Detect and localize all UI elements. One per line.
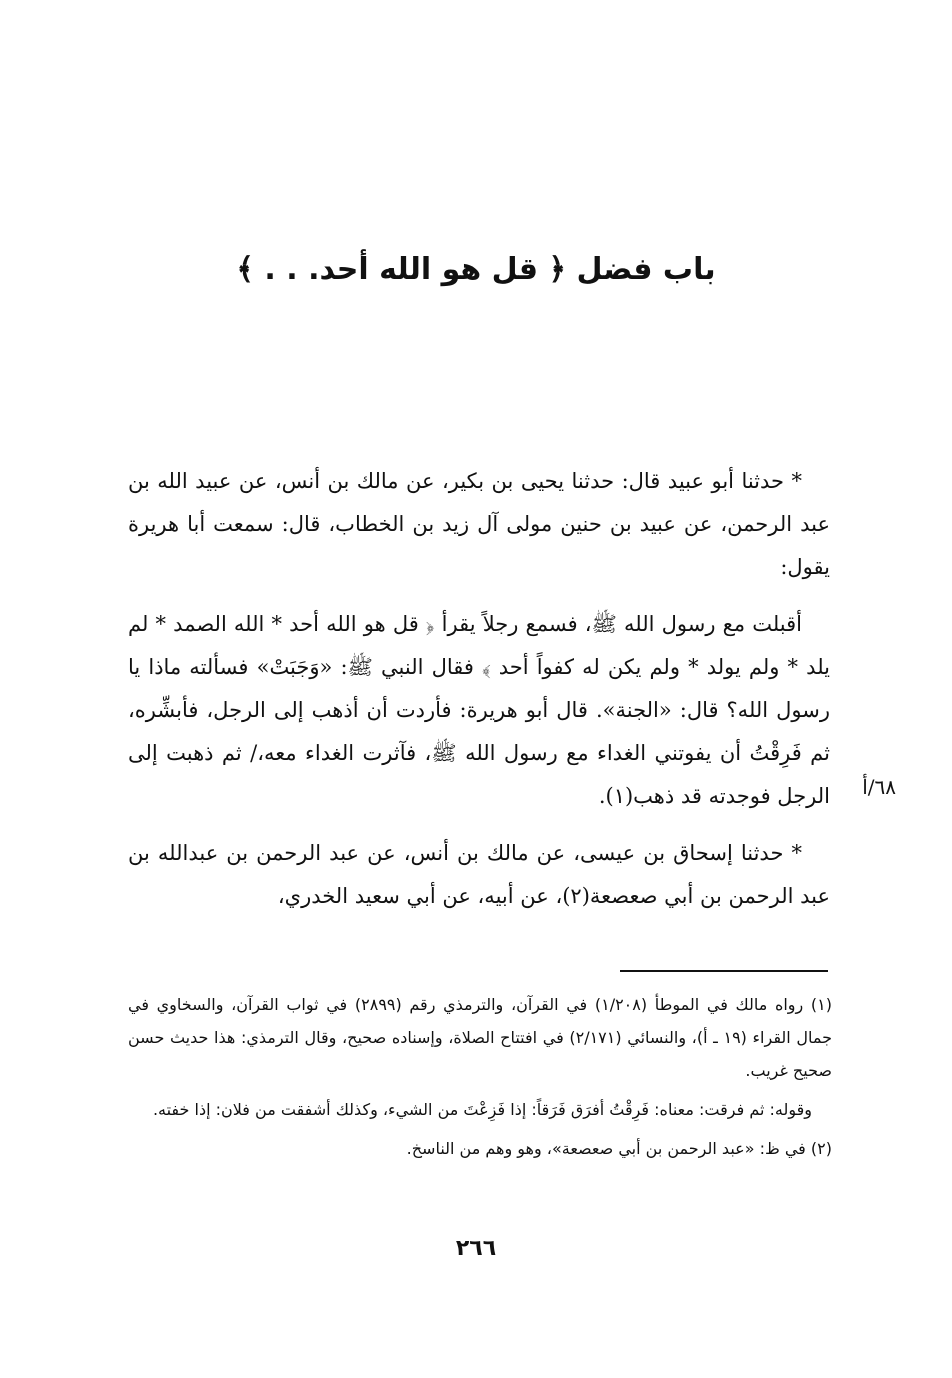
paragraph-isnad-1: * حدثنا أبو عبيد قال: حدثنا يحيى بن بكير، عن مالك بن أنس، عن عبيد الله بن عبد الرحمن، عن عبيد بن حنين مولى آل زيد بن الخطاب، قال: سمعت أبا هريرة يقول:	[128, 469, 830, 579]
footnote-2: (٢) في ظ: «عبد الرحمن بن أبي صعصعة»، وهو وهم من الناسخ.	[406, 1139, 832, 1158]
page-number: ٢٦٦	[455, 1236, 497, 1261]
paragraph-hadith-text: أقبلت مع رسول الله ﷺ، فسمع رجلاً يقرأ ﴿ قل هو الله أحد * الله الصمد * لم يلد * ولم يولد * ولم يكن له كفواً أحد ﴾ فقال النبي ﷺ: «وَجَبَتْ» فسألته ماذا يا رسول الله؟ قال: «الجنة». قال أبو هريرة: فأردت أن أذهب إلى الرجل، فأبشِّره، ثم فَرِقْتُ أن يفوتني الغداء مع رسول الله ﷺ، فآثرت الغداء معه،/ ثم ذهبت إلى الرجل فوجدته قد ذهب(١).	[128, 612, 830, 808]
footnote-1-gloss: وقوله: ثم فرقت: معناه: فَرِقْتُ أفرَق فَرَقاً: إذا فَزِعْتَ من الشيء، وكذلك أشفقت من فلان: إذا خفته.	[152, 1100, 812, 1119]
manuscript-folio-ref: ٦٨/أ	[862, 775, 896, 799]
footnote-separator	[620, 970, 828, 972]
main-text	[128, 460, 830, 932]
footnotes	[128, 988, 832, 1171]
paragraph-isnad-2: * حدثنا إسحاق بن عيسى، عن مالك بن أنس، عن عبد الرحمن بن عبدالله بن عبد الرحمن بن أبي صعصعة(٢)، عن أبيه، عن أبي سعيد الخدري،	[128, 841, 830, 908]
chapter-title: باب فضل ﴿ قل هو الله أحد. . . ﴾	[236, 252, 716, 287]
footnote-1: (١) رواه مالك في الموطأ (١/٢٠٨) في القرآن، والترمذي رقم (٢٨٩٩) في ثواب القرآن، والسخاوي في جمال القراء (١٩ ـ أ)، والنسائي (٢/١٧١) في افتتاح الصلاة، وإسناده صحيح، وقال الترمذي: هذا حديث حسن صحيح غريب.	[128, 995, 833, 1080]
